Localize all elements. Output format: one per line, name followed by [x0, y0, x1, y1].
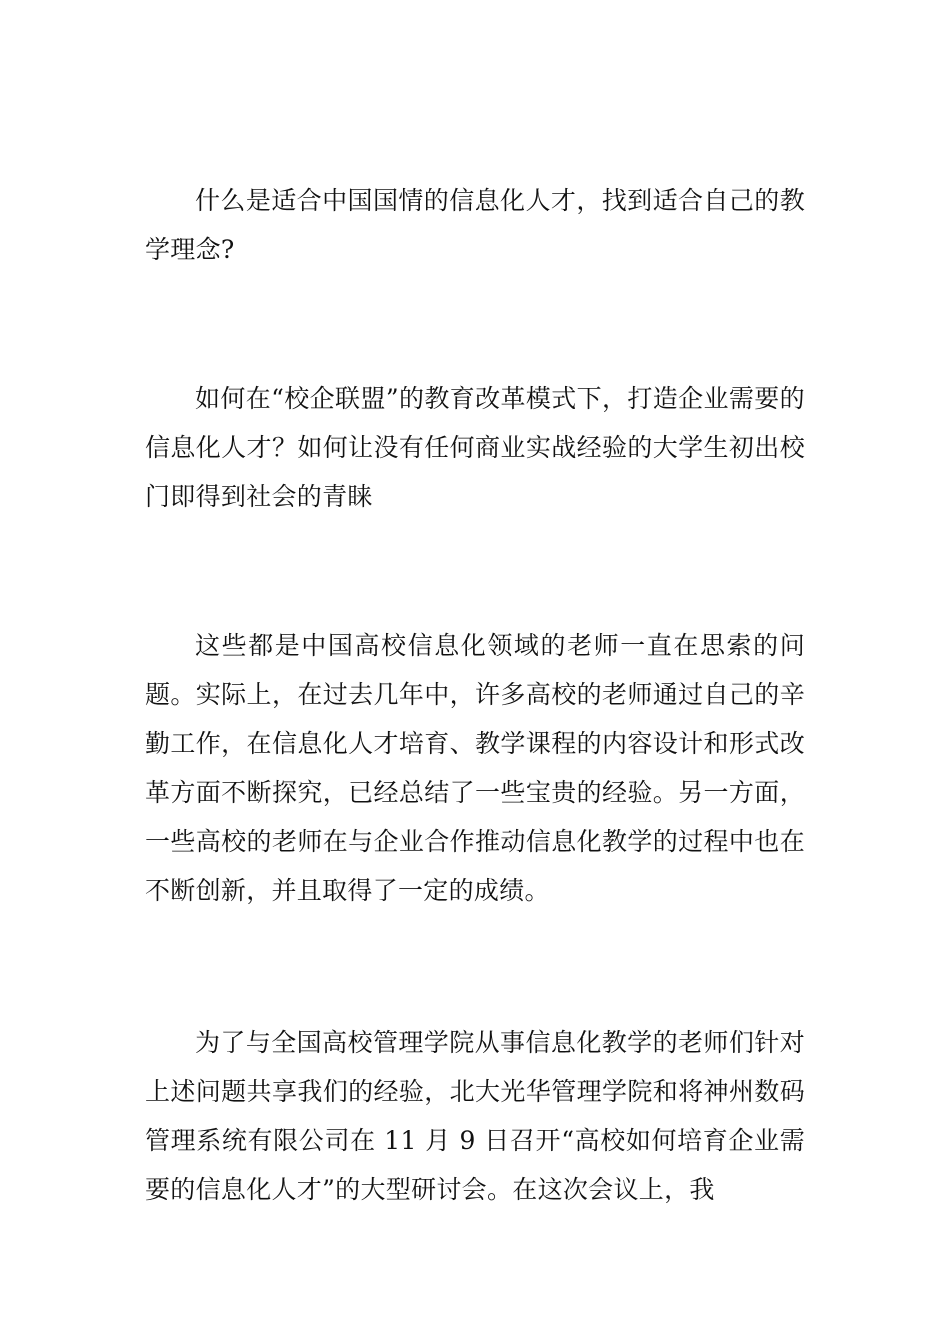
paragraph-3: 这些都是中国高校信息化领域的老师一直在思索的问题。实际上，在过去几年中，许多高校的老师通过自己的辛勤工作，在信息化人才培育、教学课程的内容设计和形式改革方面不断探究，已经总结了一些宝贵的经验。另一方面，一些高校的老师在与企业合作推动信息化教学的过程中也在不断创新，并且取得了一定的成绩。	[145, 631, 805, 905]
paragraph-4: 为了与全国高校管理学院从事信息化教学的老师们针对上述问题共享我们的经验，北大光华管理学院和将神州数码管理系统有限公司在 11 月 9 日召开“高校如何培育企业需要的信息化人才”的大型研讨会。在这次会议上，我	[145, 1028, 805, 1204]
paragraph-2: 如何在“校企联盟”的教育改革模式下，打造企业需要的信息化人才？如何让没有任何商业实战经验的大学生初出校门即得到社会的青睐	[145, 384, 805, 511]
paragraph-1: 什么是适合中国国情的信息化人才，找到适合自己的教学理念?	[145, 186, 805, 264]
